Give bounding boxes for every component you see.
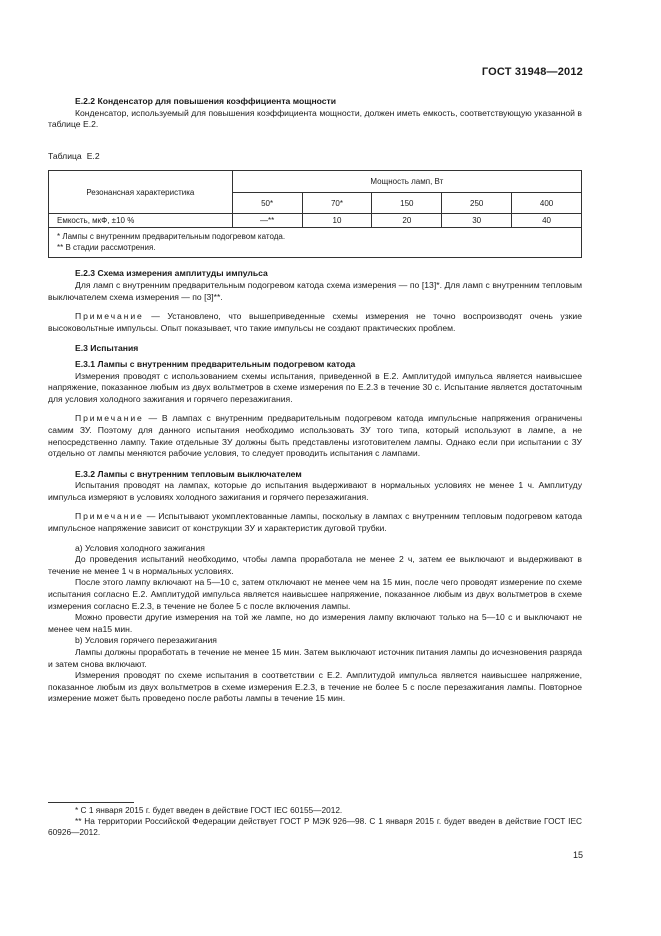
item-b-paragraph-1: Лампы должны проработать в течение не менее 15 мин. Затем выключают источник питания лампы до исчезновения разряда и затем снова включают.	[48, 647, 582, 669]
section-e32-text: Испытания проводят на лампах, которые до испытания выдерживают в нормальных условиях не менее 1 ч. Амплитуду импульса измеряют в условиях холодного зажигания и горячего перезажигания.	[48, 480, 582, 502]
section-e32-note	[48, 511, 582, 534]
item-a-title: а) Условия холодного зажигания	[75, 542, 205, 553]
table-value-250: 30	[442, 214, 512, 228]
section-e31-title: Е.3.1 Лампы с внутренним предварительным подогревом катода	[75, 358, 356, 369]
table-power-50: 50*	[232, 193, 302, 214]
table-power-250: 250	[442, 193, 512, 214]
main-content	[48, 96, 582, 705]
note-label: Примечание	[75, 511, 144, 522]
table-row-header: Резонансная характеристика	[49, 171, 233, 214]
table-power-header: Мощность ламп, Вт	[232, 171, 581, 193]
footnote-2: ** На территории Российской Федерации действует ГОСТ Р МЭК 926—98. С 1 января 2015 г. будет введен в действие ГОСТ IEC 60926—2012.	[48, 816, 582, 837]
table-row-label: Емкость, мкФ, ±10 %	[49, 214, 233, 228]
capacitance-table	[48, 170, 582, 258]
note-text: — Испытывают укомплектованные лампы, поскольку в лампах с внутренним тепловым подогревом катода импульсное напряжение зависит от конструкции ЗУ и характеристик дуговой трубки.	[48, 511, 582, 534]
section-e22-text: Конденсатор, используемый для повышения коэффициента мощности, должен иметь емкость, соответствующую указанной в таблице Е.2.	[48, 107, 582, 130]
table-value-400: 40	[512, 214, 582, 228]
table-value-50: —**	[232, 214, 302, 228]
section-e31-note	[48, 413, 582, 459]
note-text: — В лампах с внутренним предварительным подогревом катода импульсные напряжения ограничены самим ЗУ. Поэтому для данного испытания необходимо использовать ЗУ того типа, который используют в лампе, а не непосредственно лампу. Такие отдельные ЗУ должны быть представлены изготовителем лампы. Однако если при испытании с ЗУ отдельно от лампы меняются рабочие условия, то следует проводить испытания с лампами.	[48, 413, 582, 459]
standard-number: ГОСТ 31948—2012	[481, 66, 583, 78]
section-e32-title: Е.3.2 Лампы с внутренним тепловым выключателем	[75, 468, 302, 479]
section-e23-note	[48, 311, 582, 334]
section-e23-title: Е.2.3 Схема измерения амплитуды импульса	[75, 268, 268, 279]
note-label: Примечание	[75, 413, 144, 424]
table-note-2: ** В стадии рассмотрения.	[57, 242, 156, 252]
table-note-1: * Лампы с внутренним предварительным подогревом катода.	[57, 232, 286, 242]
note-label: Примечание	[75, 311, 144, 322]
section-e31-text: Измерения проводят с использованием схемы испытания, приведенной в Е.2. Амплитудой импульса является наивысшее напряжение, показанное любым из двух вольтметров в схеме измерения по Е.2.3 в течение 30 с. Испытание является достаточным для условия холодного зажигания и горячего перезажигания.	[48, 370, 582, 404]
table-caption	[48, 151, 582, 163]
item-b-title: b) Условия горячего перезажигания	[75, 635, 217, 646]
table-caption-word: Таблица	[48, 150, 82, 161]
item-a-paragraph-2: После этого лампу включают на 5—10 с, затем отключают не менее чем на 15 мин, после чего проводят измерение по схеме испытания согласно Е.2. Амплитудой импульса является наивысшее напряжение, показанное любым из двух вольтметров в схеме измерения согласно Е.2.3, в течение не более 5 с после включения лампы.	[48, 577, 582, 611]
item-a-paragraph-1: До проведения испытаний необходимо, чтобы лампа проработала не менее 2 ч, затем ее выключают и выдерживают в течение не менее 1 ч в нормальных условиях.	[48, 554, 582, 576]
item-b-paragraph-2: Измерения проводят по схеме испытания в соответствии с Е.2. Амплитудой импульса является наивысшее напряжение, показанное любым из двух вольтметров в схеме измерения Е.2.3, в течение не более 5 с после перезажигания лампы. Повторное измерение может быть проведено после работы лампы в течение 15 мин.	[48, 670, 582, 704]
footnotes	[48, 805, 582, 838]
section-e22-title: Е.2.2 Конденсатор для повышения коэффициента мощности	[75, 96, 337, 106]
table-power-150: 150	[372, 193, 442, 214]
table-power-400: 400	[512, 193, 582, 214]
table-value-70: 10	[302, 214, 372, 228]
section-e3-title: Е.3 Испытания	[75, 343, 139, 354]
footnote-1: * С 1 января 2015 г. будет введен в действие ГОСТ IEC 60155—2012.	[75, 805, 343, 815]
table-power-70: 70*	[302, 193, 372, 214]
table-value-150: 20	[372, 214, 442, 228]
table-caption-number: Е.2	[86, 150, 100, 161]
table-notes	[49, 228, 582, 258]
note-text: — Установлено, что вышеприведенные схемы измерения не точно воспроизводят очень узкие высоковольтные импульсы. Опыт показывает, что такие импульсы не создают практических проблем.	[48, 311, 582, 333]
footnote-divider	[48, 802, 134, 803]
page-number: 15	[572, 850, 583, 860]
item-a-paragraph-3: Можно провести другие измерения на той же лампе, но до измерения лампу включают только на 5—10 с и выключают не менее чем на15 мин.	[48, 612, 582, 634]
section-e23-text: Для ламп с внутренним предварительным подогревом катода схема измерения — по [13]*. Для ламп с внутренним тепловым выключателем схема измерения — по [3]**.	[48, 279, 582, 302]
